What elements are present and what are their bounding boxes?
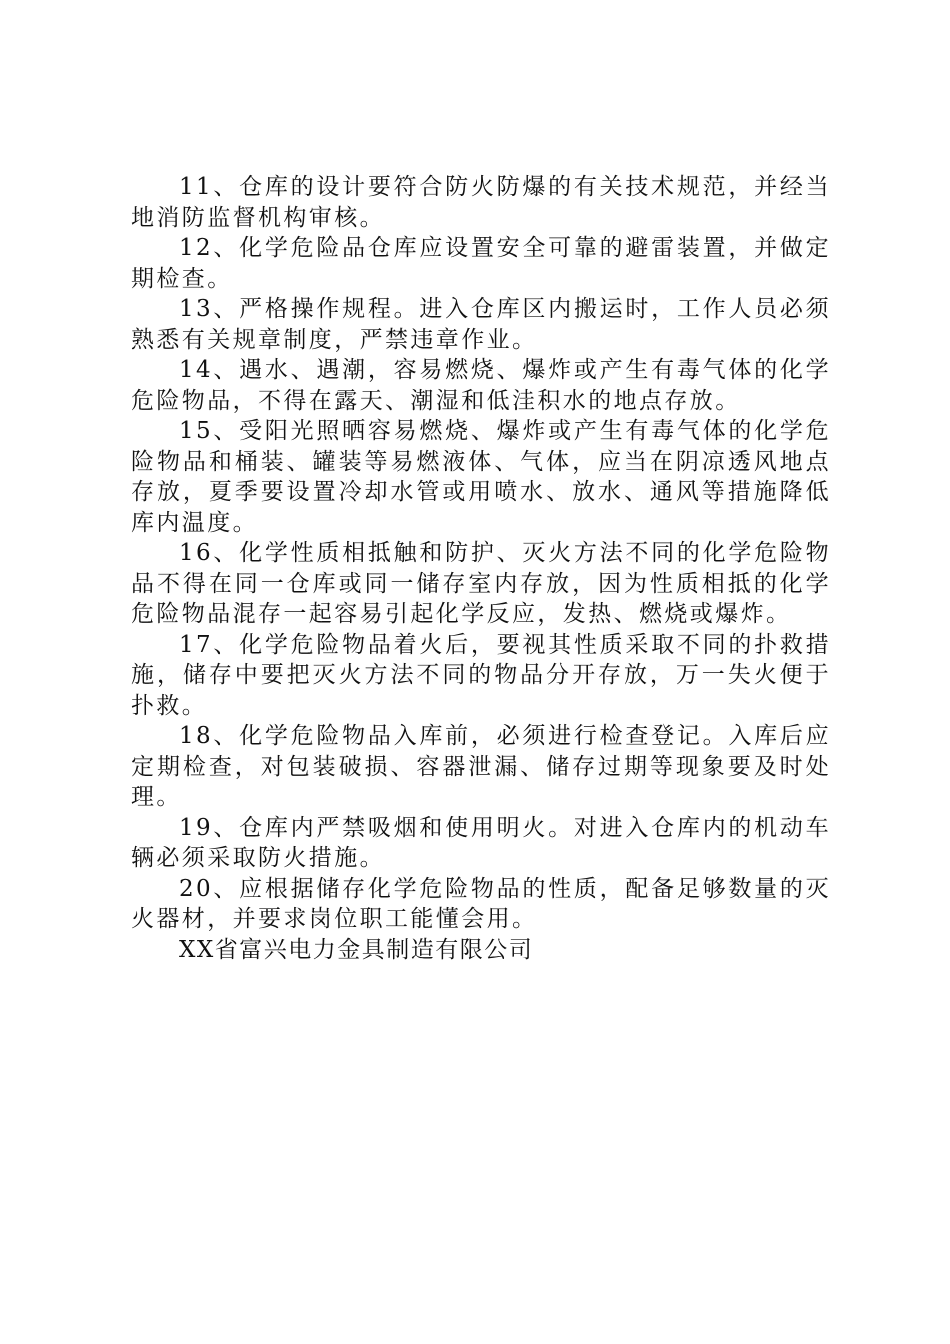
document-body bbox=[131, 172, 831, 965]
rule-paragraph-17: 17、化学危险物品着火后，要视其性质采取不同的扑救措施，储存中要把灭火方法不同的物品分开存放，万一失火便于扑救。 bbox=[131, 631, 831, 719]
rule-paragraph-18: 18、化学危险物品入库前，必须进行检查登记。入库后应定期检查，对包装破损、容器泄漏、储存过期等现象要及时处理。 bbox=[131, 723, 831, 810]
rule-paragraph-16: 16、化学性质相抵触和防护、灭火方法不同的化学危险物品不得在同一仓库或同一储存室内存放，因为性质相抵的化学危险物品混存一起容易引起化学反应，发热、燃烧或爆炸。 bbox=[131, 540, 831, 627]
rule-paragraph-19: 19、仓库内严禁吸烟和使用明火。对进入仓库内的机动车辆必须采取防火措施。 bbox=[131, 814, 831, 871]
rule-paragraph-13: 13、严格操作规程。进入仓库区内搬运时，工作人员必须熟悉有关规章制度，严禁违章作业。 bbox=[131, 296, 831, 353]
company-name: XX省富兴电力金具制造有限公司 bbox=[179, 936, 534, 963]
rule-paragraph-20: 20、应根据储存化学危险物品的性质，配备足够数量的灭火器材，并要求岗位职工能懂会用。 bbox=[131, 875, 831, 932]
rule-paragraph-14: 14、遇水、遇潮，容易燃烧、爆炸或产生有毒气体的化学危险物品，不得在露天、潮湿和低洼积水的地点存放。 bbox=[131, 357, 831, 414]
rule-paragraph-11: 11、仓库的设计要符合防火防爆的有关技术规范，并经当地消防监督机构审核。 bbox=[131, 174, 831, 231]
rule-paragraph-12: 12、化学危险品仓库应设置安全可靠的避雷装置，并做定期检查。 bbox=[131, 235, 831, 292]
rule-paragraph-15: 15、受阳光照晒容易燃烧、爆炸或产生有毒气体的化学危险物品和桶装、罐装等易燃液体、气体，应当在阴凉透风地点存放，夏季要设置冷却水管或用喷水、放水、通风等措施降低库内温度。 bbox=[131, 418, 831, 536]
